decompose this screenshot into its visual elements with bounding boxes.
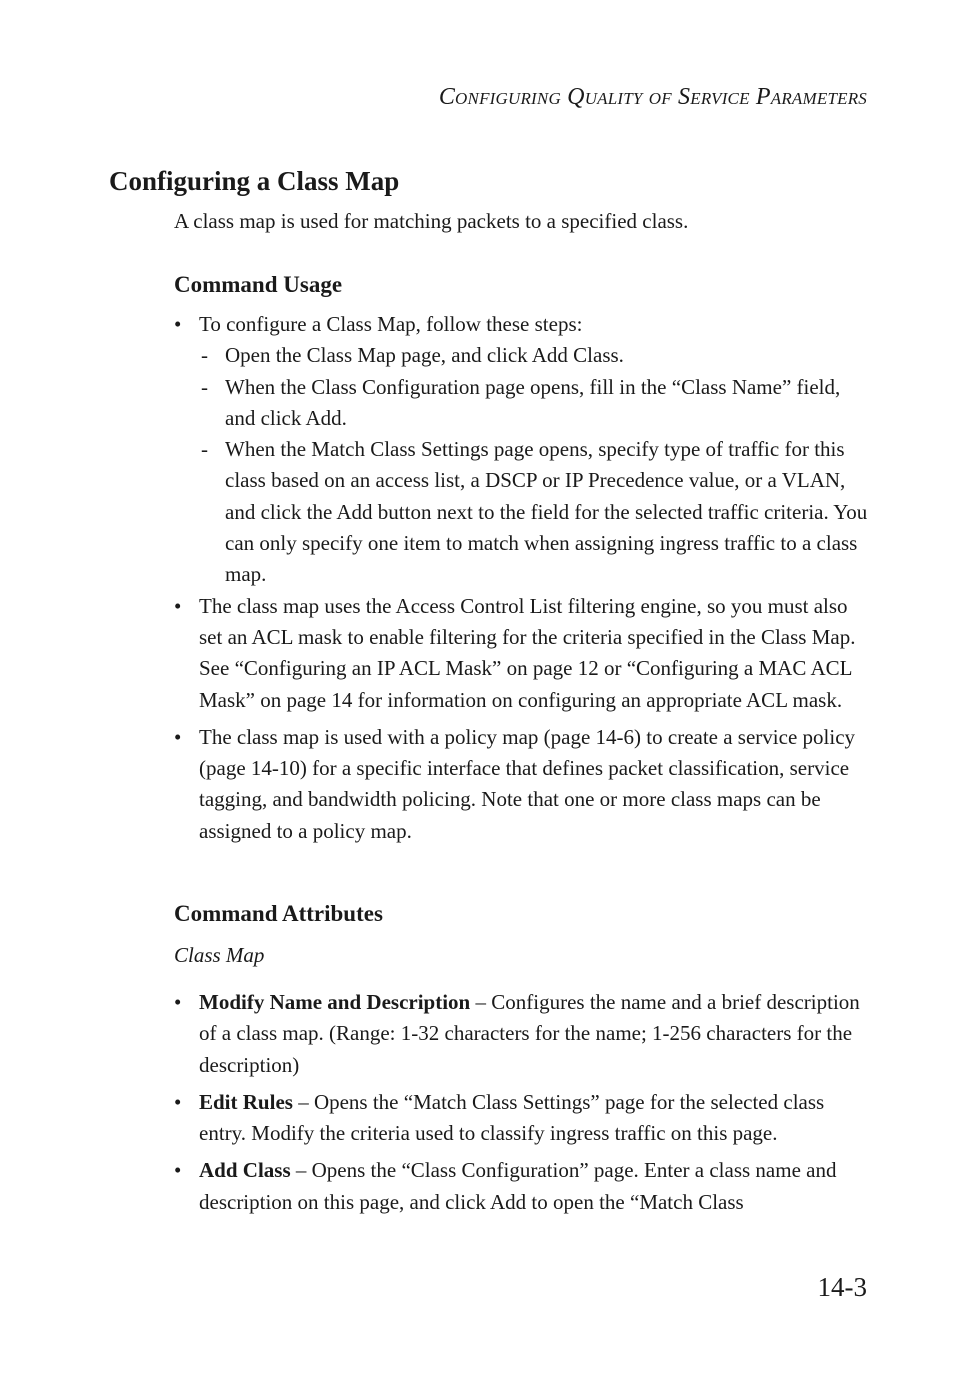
- header-word: ARAMETERS: [770, 89, 867, 108]
- bullet-icon: •: [174, 1089, 182, 1114]
- class-map-subheading: Class Map: [174, 943, 265, 967]
- list-item: [174, 591, 874, 716]
- header-word: ONFIGURING: [455, 89, 561, 108]
- bullet-icon: •: [174, 593, 182, 618]
- header-word: ERVICE: [690, 89, 750, 108]
- bullet-text: To configure a Class Map, follow these steps:: [199, 312, 583, 336]
- list-item: [174, 1087, 874, 1150]
- header-letter: Q: [567, 84, 585, 110]
- list-item: [174, 309, 874, 340]
- running-header: [439, 84, 867, 111]
- list-item: [174, 987, 874, 1081]
- command-usage-list: [174, 309, 874, 853]
- step-text: Open the Class Map page, and click Add Class.: [225, 343, 624, 368]
- step-item: [174, 434, 874, 590]
- bullet-text: The class map is used with a policy map (page 14-6) to create a service policy (page 14-10) for a specific interface that defines packet classification, service tagging, and bandwidth policing. Note that one or more class maps can be assigned to a policy map.: [199, 724, 856, 843]
- bullet-icon: •: [174, 724, 182, 749]
- page-number: 14-3: [817, 1272, 867, 1302]
- bullet-text: The class map uses the Access Control List filtering engine, so you must also set an ACL mask to enable filtering for the criteria specified in the Class Map. See “Configuring an IP ACL Mask” on page 12 or “Configuring a MAC ACL Mask” on page 14 for information on configuring an appropriate ACL mask.: [199, 593, 856, 712]
- attribute-term: Modify Name and Description: [199, 990, 471, 1014]
- header-letter: S: [678, 84, 691, 110]
- header-word: UALITY: [584, 89, 643, 108]
- step-text: When the Match Class Settings page opens, specify type of traffic for this class based on an access list, a DSCP or IP Precedence value, or a VLAN, and click the Add button next to the field for the selected traffic criteria. You can only specify one item to match when assigning ingress traffic to a class map.: [225, 437, 868, 587]
- dash-icon: -: [201, 343, 208, 368]
- header-word: OF: [648, 89, 672, 108]
- dash-icon: -: [201, 437, 208, 462]
- command-attributes-heading: Command Attributes: [174, 901, 383, 926]
- step-item: [174, 340, 874, 371]
- attribute-term: Edit Rules: [199, 1089, 293, 1114]
- list-item: [174, 722, 874, 847]
- step-text: When the Class Configuration page opens, fill in the “Class Name” field, and click Add.: [225, 374, 841, 430]
- attribute-description: – Opens the “Class Configuration” page. Enter a class name and description on this page, and click Add to open the “Match Class: [199, 1158, 837, 1214]
- list-item: [174, 1155, 874, 1218]
- bullet-icon: •: [174, 312, 182, 336]
- attribute-term: Add Class: [199, 1158, 291, 1183]
- bullet-icon: •: [174, 990, 182, 1014]
- attribute-description: – Opens the “Match Class Settings” page for the selected class entry. Modify the criteria used to classify ingress traffic on this page.: [199, 1089, 825, 1146]
- command-attributes-list: [174, 987, 874, 1224]
- header-letter: C: [438, 84, 456, 110]
- intro-paragraph: A class map is used for matching packets to a specified class.: [174, 209, 689, 233]
- section-title: Configuring a Class Map: [109, 166, 400, 196]
- step-item: [174, 372, 874, 435]
- attribute-description: – Configures the name and a brief description of a class map. (Range: 1-32 characters for the name; 1-256 characters for the description): [199, 990, 860, 1077]
- bullet-icon: •: [174, 1158, 182, 1183]
- dash-icon: -: [201, 374, 208, 399]
- header-letter: P: [755, 84, 771, 110]
- command-usage-heading: Command Usage: [174, 272, 343, 297]
